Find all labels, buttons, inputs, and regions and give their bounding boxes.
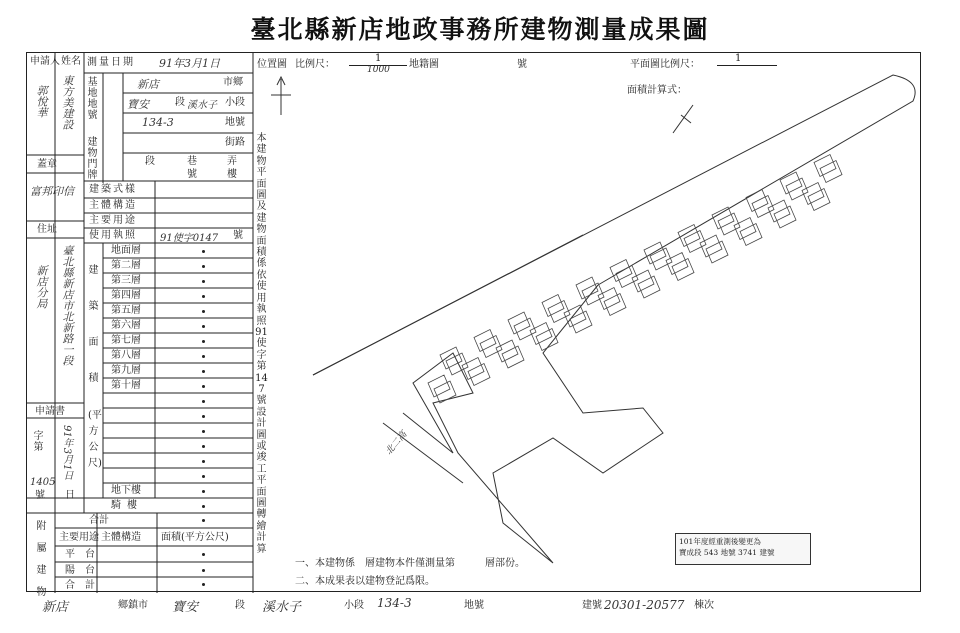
building-unit-outline — [712, 207, 740, 235]
building-unit-outline — [768, 200, 796, 228]
main-use-label: 主要用途 — [89, 215, 137, 226]
survey-form-frame — [26, 52, 921, 598]
floor-label: 第三層 — [111, 275, 141, 286]
revision-stamp-line1: 101年度經重測後變更為 — [679, 537, 761, 546]
survey-date-label: 測量日期 — [87, 57, 135, 68]
basement-dot — [202, 490, 205, 493]
building-style-label: 建築式樣 — [89, 184, 137, 195]
bottom-section-label: 段 — [235, 600, 245, 611]
application-doc-no-handwriting: 1405 — [30, 477, 56, 488]
floor-label: 第九層 — [111, 365, 141, 376]
application-doc-sub-label: 字第 — [33, 431, 44, 453]
road-handwriting: 北二高 — [384, 429, 410, 458]
survey-date-handwriting: 91年3月1日 — [159, 57, 220, 70]
attached-platform-dot — [202, 553, 205, 556]
floor-area-dot — [202, 355, 205, 358]
section-handwriting: 寶安 — [127, 98, 149, 111]
building-unit-outline — [508, 312, 536, 340]
attached-area-label: 面積(平方公尺) — [161, 532, 229, 543]
building-unit-outline — [746, 190, 774, 218]
basement-label: 地下樓 — [111, 485, 141, 496]
address-handwriting-2: 新店分局 — [35, 265, 48, 309]
plan-scale-label: 平面圖比例尺： — [630, 59, 700, 70]
floor-label: 第二層 — [111, 260, 141, 271]
floor-area-dot — [202, 385, 205, 388]
area-empty-dot — [202, 445, 205, 448]
address-label: 住址 — [37, 224, 57, 235]
area-empty-dot — [202, 460, 205, 463]
city-label: 市鄉 — [223, 77, 243, 88]
floor-label: 第七層 — [111, 335, 141, 346]
seal-handwriting: 富邦印信 — [30, 185, 74, 198]
floor-area-dot — [202, 340, 205, 343]
attached-structure-label: 主體構造 — [101, 532, 141, 543]
building-unit-outline — [496, 340, 524, 368]
mezzanine-dot — [202, 505, 205, 508]
area-total-label: 合計 — [89, 515, 109, 526]
building-unit-outline — [802, 183, 830, 211]
attached-balcony-dot — [202, 569, 205, 572]
building-unit-outline — [814, 155, 842, 183]
city-handwriting: 新店 — [137, 78, 159, 91]
building-unit-outline — [576, 277, 604, 305]
floor-area-dot — [202, 280, 205, 283]
duan-label: 段 — [145, 156, 155, 167]
address-handwriting: 臺北縣新店市北新路一段 — [61, 245, 74, 366]
unit-vertical-label: (平方公尺) — [88, 410, 102, 469]
application-doc-label: 申請書 — [35, 406, 65, 417]
floor-area-dot — [202, 250, 205, 253]
applicant-label: 申請人 — [30, 56, 60, 67]
application-doc-day-label: 日 — [65, 490, 75, 501]
bottom-city-label: 鄉鎮市 — [118, 600, 148, 611]
area-empty-dot — [202, 475, 205, 478]
note-1: 一、本建物係 層建物本件僅測量第 層部份。 — [295, 558, 525, 569]
floor-area-dot — [202, 265, 205, 268]
permit-hao-label: 號 — [233, 230, 243, 241]
cadastral-hao-label: 號 — [517, 59, 527, 70]
vertical-note: 本建物平面圖及建物面積係依使用執照91使字第147號設計圖或竣工平面圖轉繪計算 — [255, 133, 268, 555]
building-unit-outline — [678, 225, 706, 253]
building-unit-outline — [530, 323, 558, 351]
floor-area-dot — [202, 295, 205, 298]
attached-blank-dot — [202, 583, 205, 586]
nong-label: 弄 — [227, 156, 237, 167]
application-doc-date-handwriting: 91年3月1日 — [61, 425, 72, 481]
attached-row-total: 合計 — [65, 580, 105, 591]
hao-label: 號 — [187, 169, 197, 180]
plan-north-arrow-icon — [673, 105, 693, 133]
revision-stamp — [675, 533, 811, 565]
scale-numerator: 1 — [375, 53, 382, 64]
floor-label: 第十層 — [111, 380, 141, 391]
floor-label: 第八層 — [111, 350, 141, 361]
area-empty-dot — [202, 400, 205, 403]
bottom-sub-handwriting: 溪水子 — [262, 600, 302, 615]
bottom-sub-label: 小段 — [344, 600, 364, 611]
plan-scale-numerator: 1 — [735, 53, 742, 64]
lou-label: 樓 — [227, 169, 237, 180]
building-unit-outline — [700, 235, 728, 263]
cadastral-map-label: 地籍圖 — [409, 59, 439, 70]
mezzanine-label: 騎樓 — [111, 500, 143, 511]
attached-main-use-label: 主要用途 — [59, 532, 99, 543]
bottom-building-handwriting: 20301-20577 — [604, 598, 685, 612]
building-plan-drawing — [253, 53, 922, 593]
bottom-lot-handwriting: 134-3 — [377, 596, 412, 610]
note-2: 二、本成果表以建物登記爲限。 — [295, 576, 435, 587]
applicant-name-handwriting: 東方美建設 — [61, 75, 74, 130]
main-structure-label: 主體構造 — [89, 200, 137, 211]
attached-building-label: 附屬建物 — [36, 521, 47, 598]
subsection-handwriting: 溪水子 — [187, 100, 217, 111]
scale-label: 比例尺： — [295, 59, 335, 70]
area-total-dot — [202, 519, 205, 522]
lot-handwriting: 134-3 — [142, 116, 174, 129]
applicant-name-label: 姓名 — [61, 56, 81, 67]
section-label: 段 — [175, 97, 185, 108]
floor-label: 第六層 — [111, 320, 141, 331]
building-unit-outline — [542, 295, 570, 323]
area-vertical-label: 建築面積 — [88, 265, 99, 384]
building-unit-outline — [440, 347, 468, 375]
building-unit-outline — [734, 218, 762, 246]
bottom-section-handwriting: 寶安 — [172, 600, 199, 615]
floor-area-dot — [202, 370, 205, 373]
building-unit-outline — [666, 253, 694, 281]
application-doc-no-label: 號 — [35, 490, 45, 501]
building-door-label: 建物門牌 — [87, 137, 98, 181]
lot-label: 地號 — [225, 117, 245, 128]
document-title: 臺北縣新店地政事務所建物測量成果圖 — [250, 15, 710, 44]
area-empty-dot — [202, 430, 205, 433]
subsection-label: 小段 — [225, 97, 245, 108]
revision-stamp-line2: 寶成段 543 地號 3741 建號 — [679, 548, 775, 557]
area-calc-label: 面積計算式： — [627, 85, 687, 96]
street-label: 街路 — [225, 137, 245, 148]
area-empty-dot — [202, 415, 205, 418]
building-unit-outline — [462, 358, 490, 386]
building-unit-outline — [474, 330, 502, 358]
base-land-label: 基地地號 — [87, 77, 98, 121]
bottom-summary-line — [32, 596, 912, 618]
floor-label: 第四層 — [111, 290, 141, 301]
xiang-label: 巷 — [187, 156, 197, 167]
location-map-label: 位置圖 — [257, 59, 287, 70]
floor-label: 第五層 — [111, 305, 141, 316]
seal-label: 蓋章 — [37, 159, 57, 170]
attached-row-balcony: 陽台 — [65, 565, 105, 576]
bottom-lot-label: 地號 — [464, 600, 484, 611]
building-unit-outline — [632, 270, 660, 298]
permit-handwriting: 91使字0147 — [160, 233, 219, 244]
applicant-name-handwriting-2: 郭悅華 — [35, 85, 48, 118]
building-unit-outline — [598, 288, 626, 316]
bottom-copy-label: 棟次 — [694, 600, 714, 611]
floor-area-dot — [202, 325, 205, 328]
bottom-city-handwriting: 新店 — [42, 600, 69, 615]
permit-label: 使用執照 — [89, 230, 137, 241]
bottom-building-label: 建號 — [582, 600, 602, 611]
floor-label: 地面層 — [111, 245, 141, 256]
floor-area-dot — [202, 310, 205, 313]
scale-denominator-handwriting: 1000 — [367, 65, 390, 75]
attached-row-platform: 平台 — [65, 549, 105, 560]
